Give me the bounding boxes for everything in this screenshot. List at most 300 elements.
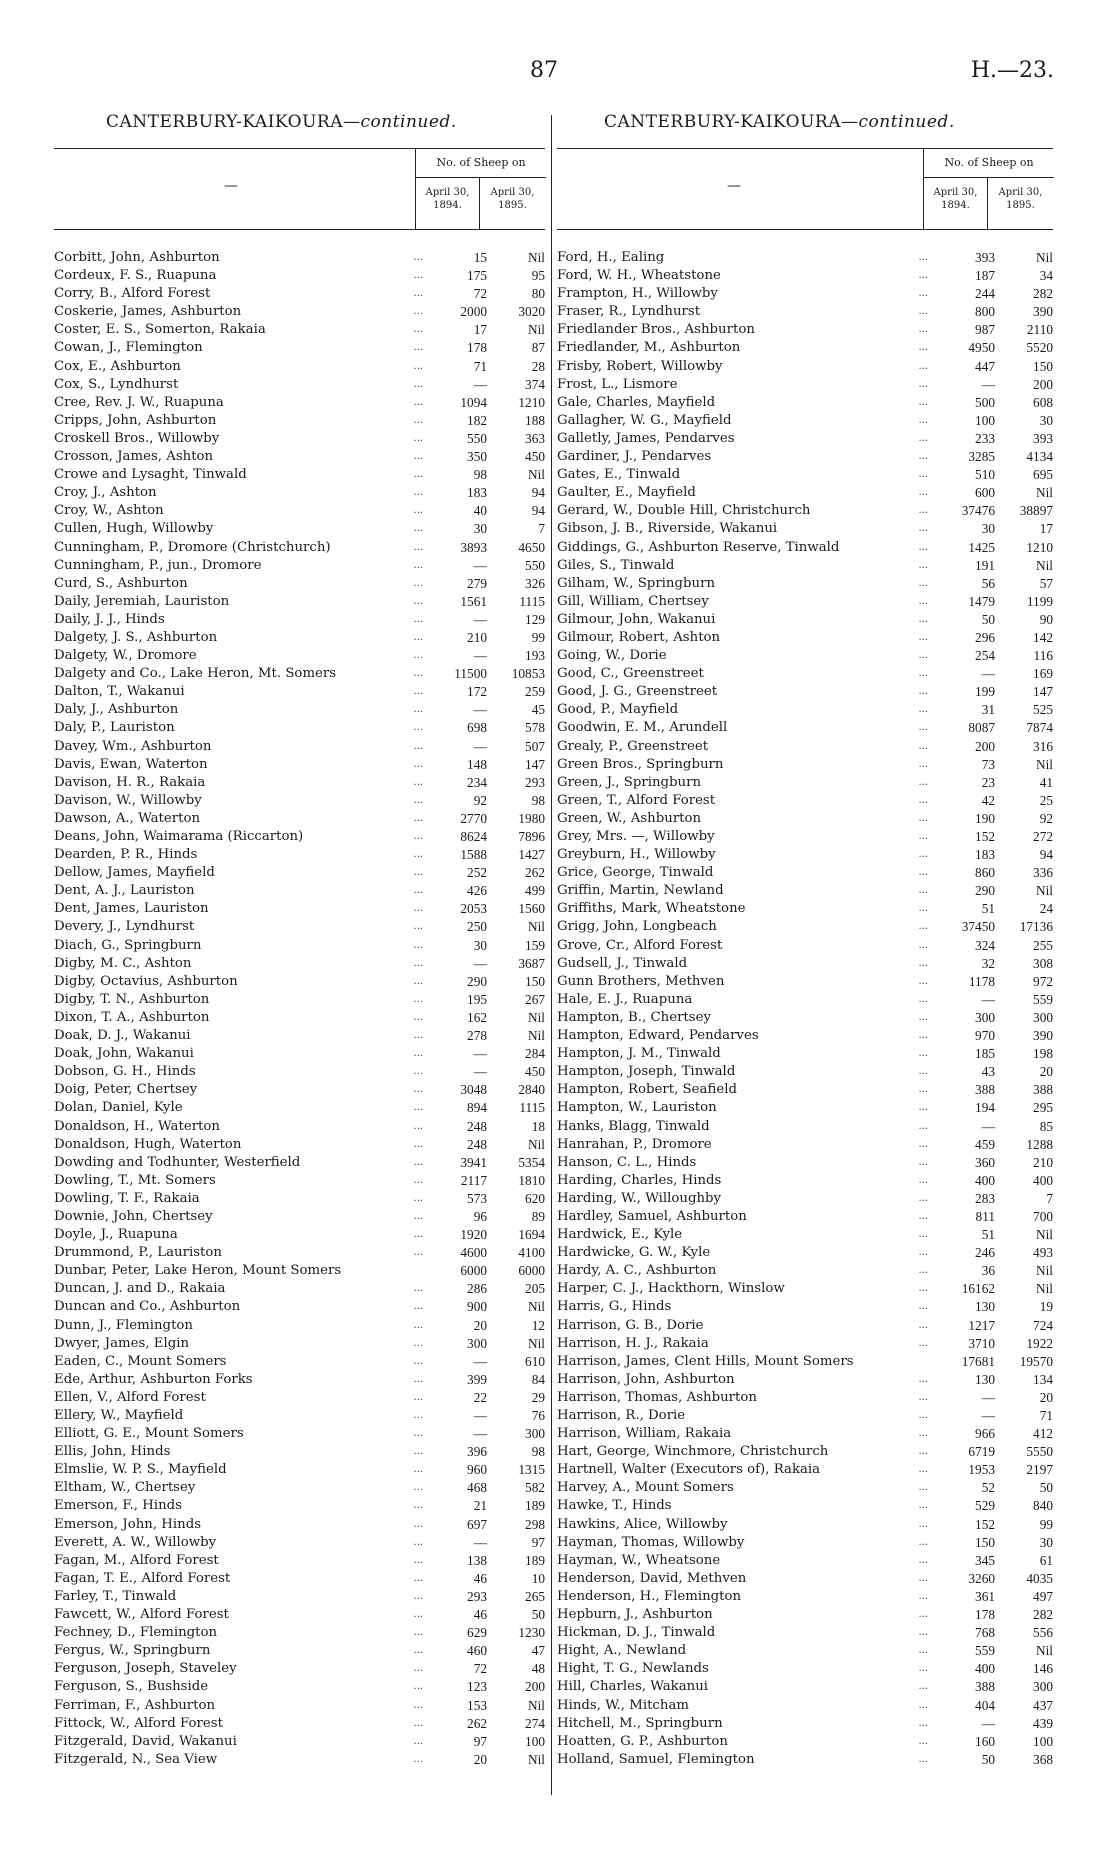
sheep-1895: 437 bbox=[1033, 1697, 1053, 1713]
sheep-1895: 41 bbox=[1039, 774, 1053, 790]
sheep-1894: — bbox=[981, 1118, 995, 1134]
sheep-1894: 3048 bbox=[460, 1082, 487, 1098]
sheep-1894: 559 bbox=[975, 1643, 995, 1659]
leader-dots: ... bbox=[413, 1446, 423, 1458]
sheep-1894: 123 bbox=[467, 1679, 487, 1695]
leader-dots: ... bbox=[918, 776, 928, 788]
leader-dots: ... bbox=[413, 939, 423, 951]
leader-dots: ... bbox=[918, 903, 928, 915]
leader-dots: ... bbox=[918, 360, 928, 372]
leader-dots: ... bbox=[918, 1265, 928, 1277]
table-row bbox=[54, 1136, 545, 1154]
sheep-1894: 191 bbox=[975, 557, 995, 573]
sheep-1894: 894 bbox=[467, 1100, 487, 1116]
sheep-1895: 150 bbox=[1033, 358, 1053, 374]
sheep-1895: 400 bbox=[1033, 1172, 1053, 1188]
owner-name: Harrison, Thomas, Ashburton bbox=[557, 1389, 757, 1405]
sheep-1895: 2110 bbox=[1026, 322, 1053, 338]
right-name-column-header: — bbox=[727, 178, 741, 194]
owner-name: Cripps, John, Ashburton bbox=[54, 412, 217, 428]
table-row bbox=[54, 412, 545, 430]
sheep-1895: 84 bbox=[531, 1371, 545, 1387]
owner-name: Gunn Brothers, Methven bbox=[557, 973, 725, 989]
leader-dots: ... bbox=[918, 1048, 928, 1060]
leader-dots: ... bbox=[918, 1174, 928, 1186]
leader-dots: ... bbox=[413, 1410, 423, 1421]
table-row bbox=[54, 1660, 545, 1678]
sheep-1895: 24 bbox=[1039, 901, 1053, 917]
owner-name: Hawke, T., Hinds bbox=[557, 1498, 672, 1514]
owner-name: Davey, Wm., Ashburton bbox=[54, 738, 212, 754]
owner-name: Davis, Ewan, Waterton bbox=[54, 756, 208, 772]
sheep-1894: 200 bbox=[975, 738, 995, 754]
sheep-1894: 286 bbox=[467, 1281, 487, 1297]
leader-dots: ... bbox=[918, 758, 928, 770]
leader-dots: ... bbox=[413, 975, 423, 987]
table-row bbox=[557, 557, 1053, 575]
leader-dots: ... bbox=[918, 1373, 928, 1385]
sheep-1894: 2000 bbox=[460, 304, 487, 320]
owner-name: Coster, E. S., Somerton, Rakaia bbox=[54, 322, 266, 338]
owner-name: Dixon, T. A., Ashburton bbox=[54, 1009, 210, 1025]
owner-name: Good, C., Greenstreet bbox=[557, 666, 704, 682]
sheep-1895: 1230 bbox=[518, 1625, 545, 1641]
leader-dots: ... bbox=[413, 1102, 423, 1114]
leader-dots: ... bbox=[918, 1663, 928, 1675]
owner-name: Hampton, W., Lauriston bbox=[557, 1100, 717, 1116]
table-row bbox=[54, 1570, 545, 1588]
leader-dots: ... bbox=[413, 993, 423, 1005]
sheep-1894: 3710 bbox=[968, 1335, 995, 1351]
sheep-1895: 210 bbox=[1033, 1154, 1053, 1170]
sheep-1895: 284 bbox=[525, 1046, 545, 1062]
leader-dots: ... bbox=[918, 1410, 928, 1421]
owner-name: Harding, W., Willoughby bbox=[557, 1190, 722, 1206]
table-row bbox=[54, 1697, 545, 1715]
owner-name: Fagan, T. E., Alford Forest bbox=[54, 1570, 231, 1586]
sheep-1894: 345 bbox=[975, 1552, 995, 1568]
table-row bbox=[54, 1642, 545, 1660]
sheep-1894: 529 bbox=[975, 1498, 995, 1514]
sheep-1894: — bbox=[473, 648, 487, 664]
table-row bbox=[557, 1371, 1053, 1389]
sheep-1895: 582 bbox=[525, 1480, 545, 1496]
owner-name: Fraser, R., Lyndhurst bbox=[557, 304, 701, 320]
table-row bbox=[557, 828, 1053, 846]
sheep-1895: Nil bbox=[1036, 1643, 1053, 1659]
owner-name: Corbitt, John, Ashburton bbox=[54, 250, 220, 265]
sheep-1895: 95 bbox=[531, 268, 545, 284]
sheep-1894: 233 bbox=[975, 430, 995, 446]
sheep-1895: 262 bbox=[525, 865, 545, 881]
owner-name: Dowling, T. F., Rakaia bbox=[54, 1190, 200, 1206]
table-row bbox=[557, 412, 1053, 430]
owner-name: Hight, A., Newland bbox=[557, 1643, 687, 1659]
table-row bbox=[557, 466, 1053, 484]
sheep-1894: 182 bbox=[467, 412, 487, 428]
sheep-1894: — bbox=[473, 1534, 487, 1550]
sheep-1894: 1178 bbox=[968, 973, 995, 989]
sheep-1894: 4950 bbox=[968, 340, 995, 356]
sheep-1895: 497 bbox=[1033, 1588, 1053, 1604]
sheep-1894: — bbox=[473, 611, 487, 627]
sheep-1894: 248 bbox=[467, 1136, 487, 1152]
table-row bbox=[557, 647, 1053, 665]
table-row bbox=[54, 918, 545, 936]
sheep-1895: 255 bbox=[1033, 937, 1053, 953]
leader-dots: ... bbox=[413, 252, 423, 263]
leader-dots: ... bbox=[413, 1030, 423, 1042]
owner-name: Friedlander, M., Ashburton bbox=[557, 340, 741, 356]
sheep-1895: 267 bbox=[525, 991, 545, 1007]
sheep-1895: 7874 bbox=[1026, 720, 1053, 736]
sheep-1895: 293 bbox=[525, 774, 545, 790]
sheep-1895: 19570 bbox=[1019, 1353, 1053, 1369]
sheep-1894: 1217 bbox=[968, 1317, 995, 1333]
sheep-1895: 20 bbox=[1039, 1064, 1053, 1080]
table-row bbox=[54, 1009, 545, 1027]
owner-name: Hinds, W., Mitcham bbox=[557, 1697, 689, 1713]
leader-dots: ... bbox=[413, 740, 423, 752]
sheep-1895: 450 bbox=[525, 449, 545, 465]
sheep-1894: 460 bbox=[467, 1643, 487, 1659]
owner-name: Eltham, W., Chertsey bbox=[54, 1480, 196, 1496]
sheep-1894: 194 bbox=[975, 1100, 995, 1116]
sheep-1894: 900 bbox=[467, 1299, 487, 1315]
sheep-1894: 393 bbox=[975, 250, 995, 265]
leader-dots: ... bbox=[918, 1627, 928, 1639]
sheep-1895: Nil bbox=[528, 1299, 545, 1315]
sheep-1895: 3687 bbox=[518, 955, 545, 971]
sheep-1894: 360 bbox=[975, 1154, 995, 1170]
leader-dots: ... bbox=[918, 849, 928, 861]
owner-name: Harrison, James, Clent Hills, Mount Somers bbox=[557, 1353, 854, 1369]
owner-name: Harrison, G. B., Dorie bbox=[557, 1317, 704, 1333]
sheep-1894: 31 bbox=[981, 702, 995, 718]
owner-name: Fergus, W., Springburn bbox=[54, 1643, 211, 1659]
sheep-1894: 150 bbox=[975, 1534, 995, 1550]
owner-name: Daly, P., Lauriston bbox=[54, 720, 175, 736]
sheep-1894: 178 bbox=[975, 1607, 995, 1623]
owner-name: Ford, H., Ealing bbox=[557, 250, 665, 265]
sheep-1894: 50 bbox=[981, 1751, 995, 1767]
table-row bbox=[557, 1063, 1053, 1081]
sheep-1895: 189 bbox=[525, 1498, 545, 1514]
owner-name: Harvey, A., Mount Somers bbox=[557, 1480, 734, 1496]
leader-dots: ... bbox=[413, 1011, 423, 1023]
table-row bbox=[557, 1244, 1053, 1262]
table-row bbox=[557, 575, 1053, 593]
table-row bbox=[557, 1443, 1053, 1461]
owner-name: Hill, Charles, Wakanui bbox=[557, 1679, 709, 1695]
owner-name: Ferguson, S., Bushside bbox=[54, 1679, 209, 1695]
leader-dots: ... bbox=[413, 885, 423, 897]
leader-dots: ... bbox=[413, 1301, 423, 1313]
sheep-1894: 987 bbox=[975, 322, 995, 338]
sheep-1895: 450 bbox=[525, 1064, 545, 1080]
sheep-1895: 50 bbox=[1039, 1480, 1053, 1496]
owner-name: Gudsell, J., Tinwald bbox=[557, 955, 688, 971]
leader-dots: ... bbox=[413, 1283, 423, 1295]
owner-name: Hampton, Edward, Pendarves bbox=[557, 1028, 759, 1044]
leader-dots: ... bbox=[918, 342, 928, 354]
sheep-1894: 50 bbox=[981, 611, 995, 627]
owner-name: Greyburn, H., Willowby bbox=[557, 847, 716, 863]
sheep-1895: 326 bbox=[525, 575, 545, 591]
sheep-1895: 94 bbox=[531, 503, 545, 519]
leader-dots: ... bbox=[918, 1735, 928, 1747]
sheep-1894: 40 bbox=[473, 503, 487, 519]
document-reference: H.—23. bbox=[970, 58, 1054, 83]
sheep-1895: 316 bbox=[1033, 738, 1053, 754]
sheep-1895: 205 bbox=[525, 1281, 545, 1297]
sheep-1894: 16162 bbox=[961, 1281, 995, 1297]
owner-name: Griffiths, Mark, Wheatstone bbox=[557, 901, 746, 917]
sheep-1894: 426 bbox=[467, 883, 487, 899]
table-row bbox=[54, 1045, 545, 1063]
leader-dots: ... bbox=[918, 704, 928, 716]
table-row bbox=[557, 448, 1053, 466]
owner-name: Hale, E. J., Ruapuna bbox=[557, 991, 693, 1007]
table-row bbox=[557, 1226, 1053, 1244]
sheep-1894: 46 bbox=[473, 1607, 487, 1623]
sheep-1895: 90 bbox=[1039, 611, 1053, 627]
leader-dots: ... bbox=[918, 1319, 928, 1331]
owner-name: Green, W., Ashburton bbox=[557, 810, 702, 826]
owner-name: Grey, Mrs. —, Willowby bbox=[557, 829, 715, 844]
sheep-1895: Nil bbox=[528, 1697, 545, 1713]
sheep-1895: 147 bbox=[1033, 684, 1053, 700]
sheep-1894: 3941 bbox=[460, 1154, 487, 1170]
leader-dots: ... bbox=[918, 505, 928, 517]
table-row bbox=[557, 629, 1053, 647]
sheep-1894: — bbox=[981, 1408, 995, 1423]
owner-name: Fawcett, W., Alford Forest bbox=[54, 1607, 229, 1623]
leader-dots: ... bbox=[918, 1301, 928, 1313]
sheep-1895: 76 bbox=[531, 1408, 545, 1423]
owner-name: Harper, C. J., Hackthorn, Winslow bbox=[557, 1281, 785, 1297]
table-row bbox=[54, 629, 545, 647]
sheep-1895: 493 bbox=[1033, 1245, 1053, 1261]
owner-name: Dunbar, Peter, Lake Heron, Mount Somers bbox=[54, 1263, 342, 1279]
leader-dots: ... bbox=[413, 1210, 423, 1222]
table-row bbox=[557, 955, 1053, 973]
sheep-1894: — bbox=[981, 1389, 995, 1405]
leader-dots: ... bbox=[918, 1446, 928, 1458]
sheep-1894: 36 bbox=[981, 1263, 995, 1279]
table-row bbox=[54, 321, 545, 339]
table-row bbox=[557, 339, 1053, 357]
leader-dots: ... bbox=[918, 487, 928, 499]
table-row bbox=[557, 1208, 1053, 1226]
sheep-1894: 130 bbox=[975, 1299, 995, 1315]
leader-dots: ... bbox=[918, 631, 928, 643]
sheep-1895: 17 bbox=[1039, 521, 1053, 537]
table-row bbox=[54, 1552, 545, 1570]
right-table bbox=[557, 148, 1053, 1769]
leader-dots: ... bbox=[918, 1247, 928, 1259]
table-row bbox=[54, 448, 545, 466]
owner-name: Griffin, Martin, Newland bbox=[557, 883, 724, 899]
sheep-1895: 100 bbox=[525, 1733, 545, 1749]
leader-dots: ... bbox=[918, 1681, 928, 1693]
sheep-1894: — bbox=[473, 1408, 487, 1423]
table-row bbox=[54, 1425, 545, 1443]
sheep-1894: 324 bbox=[975, 937, 995, 953]
table-row bbox=[54, 557, 545, 575]
sheep-1894: — bbox=[473, 1064, 487, 1080]
sheep-1895: 308 bbox=[1033, 955, 1053, 971]
sheep-1895: 5520 bbox=[1026, 340, 1053, 356]
owner-name: Harris, G., Hinds bbox=[557, 1299, 672, 1315]
leader-dots: ... bbox=[413, 396, 423, 408]
owner-name: Cordeux, F. S., Ruapuna bbox=[54, 268, 217, 284]
sheep-1895: 5354 bbox=[518, 1154, 545, 1170]
table-row bbox=[557, 1154, 1053, 1172]
table-row bbox=[54, 1588, 545, 1606]
sheep-1895: Nil bbox=[1036, 557, 1053, 573]
leader-dots: ... bbox=[413, 1355, 423, 1367]
sheep-1894: 396 bbox=[467, 1444, 487, 1460]
table-row bbox=[54, 502, 545, 520]
leader-dots: ... bbox=[413, 1391, 423, 1403]
leader-dots: ... bbox=[918, 1500, 928, 1512]
owner-name: Friedlander Bros., Ashburton bbox=[557, 322, 755, 338]
left-header-1895: April 30, 1895. bbox=[479, 178, 545, 229]
owner-name: Grove, Cr., Alford Forest bbox=[557, 937, 723, 953]
table-row bbox=[557, 1298, 1053, 1316]
table-row bbox=[54, 1751, 545, 1769]
table-row bbox=[54, 937, 545, 955]
sheep-1894: 46 bbox=[473, 1570, 487, 1586]
sheep-1895: 1922 bbox=[1026, 1335, 1053, 1351]
sheep-1894: 234 bbox=[467, 774, 487, 790]
owner-name: Eaden, C., Mount Somers bbox=[54, 1353, 227, 1369]
table-row bbox=[557, 991, 1053, 1009]
sheep-1894: 210 bbox=[467, 629, 487, 645]
sheep-1895: 3020 bbox=[518, 304, 545, 320]
table-row bbox=[557, 1715, 1053, 1733]
sheep-1894: 388 bbox=[975, 1082, 995, 1098]
table-row bbox=[557, 937, 1053, 955]
table-row bbox=[54, 1081, 545, 1099]
sheep-1894: — bbox=[981, 1715, 995, 1731]
owner-name: Hayman, Thomas, Willowby bbox=[557, 1534, 745, 1550]
sheep-1895: 100 bbox=[1033, 1733, 1053, 1749]
table-row bbox=[557, 918, 1053, 936]
leader-dots: ... bbox=[413, 1735, 423, 1747]
table-row bbox=[557, 1733, 1053, 1751]
owner-name: Doig, Peter, Chertsey bbox=[54, 1082, 198, 1098]
table-row bbox=[54, 1298, 545, 1316]
leader-dots: ... bbox=[413, 1518, 423, 1530]
owner-name: Dent, A. J., Lauriston bbox=[54, 883, 195, 899]
leader-dots: ... bbox=[413, 1572, 423, 1584]
sheep-1895: 18 bbox=[531, 1118, 545, 1134]
owner-name: Dalgety and Co., Lake Heron, Mt. Somers bbox=[54, 666, 337, 682]
sheep-1894: 262 bbox=[467, 1715, 487, 1731]
owner-name: Green, T., Alford Forest bbox=[557, 792, 716, 808]
table-row bbox=[54, 611, 545, 629]
leader-dots: ... bbox=[918, 559, 928, 571]
leader-dots: ... bbox=[413, 1174, 423, 1186]
owner-name: Giddings, G., Ashburton Reserve, Tinwald bbox=[557, 539, 840, 555]
owner-name: Hanson, C. L., Hinds bbox=[557, 1154, 697, 1170]
right-sheep-group-header: No. of Sheep on bbox=[923, 149, 1054, 178]
sheep-1894: 100 bbox=[975, 412, 995, 428]
sheep-1895: 972 bbox=[1033, 973, 1053, 989]
sheep-1894: 175 bbox=[467, 268, 487, 284]
owner-name: Donaldson, H., Waterton bbox=[54, 1118, 220, 1134]
leader-dots: ... bbox=[918, 975, 928, 987]
sheep-1894: 698 bbox=[467, 720, 487, 736]
owner-name: Hoatten, G. P., Ashburton bbox=[557, 1733, 728, 1749]
sheep-1894: 187 bbox=[975, 268, 995, 284]
sheep-1895: 724 bbox=[1033, 1317, 1053, 1333]
sheep-1894: 1953 bbox=[968, 1462, 995, 1478]
leader-dots: ... bbox=[413, 523, 423, 535]
sheep-1894: 290 bbox=[467, 973, 487, 989]
owner-name: Duncan and Co., Ashburton bbox=[54, 1299, 241, 1315]
table-row bbox=[54, 756, 545, 774]
leader-dots: ... bbox=[413, 1337, 423, 1349]
leader-dots: ... bbox=[918, 1156, 928, 1168]
sheep-1894: 153 bbox=[467, 1697, 487, 1713]
sheep-1894: 1561 bbox=[460, 593, 487, 609]
sheep-1894: 399 bbox=[467, 1371, 487, 1387]
leader-dots: ... bbox=[918, 1192, 928, 1204]
table-row bbox=[54, 285, 545, 303]
table-row bbox=[54, 249, 545, 267]
owner-name: Cullen, Hugh, Willowby bbox=[54, 521, 214, 537]
sheep-1894: 30 bbox=[981, 521, 995, 537]
sheep-1895: 94 bbox=[1039, 847, 1053, 863]
sheep-1894: — bbox=[981, 666, 995, 682]
table-row bbox=[54, 593, 545, 611]
leader-dots: ... bbox=[413, 559, 423, 571]
sheep-1895: 295 bbox=[1033, 1100, 1053, 1116]
table-row bbox=[557, 701, 1053, 719]
table-row bbox=[557, 1009, 1053, 1027]
leader-dots bbox=[900, 1353, 928, 1371]
sheep-1895: 1427 bbox=[518, 847, 545, 863]
leader-dots: ... bbox=[413, 794, 423, 806]
sheep-1894: 1094 bbox=[460, 394, 487, 410]
sheep-1895: 30 bbox=[1039, 412, 1053, 428]
sheep-1895: 608 bbox=[1033, 394, 1053, 410]
leader-dots: ... bbox=[413, 776, 423, 788]
table-row bbox=[557, 665, 1053, 683]
sheep-1895: 7896 bbox=[518, 829, 545, 844]
sheep-1895: 20 bbox=[1039, 1389, 1053, 1405]
table-row bbox=[557, 285, 1053, 303]
sheep-1895: 1694 bbox=[518, 1227, 545, 1243]
owner-name: Hampton, B., Chertsey bbox=[557, 1009, 711, 1025]
table-row bbox=[557, 1262, 1053, 1280]
leader-dots: ... bbox=[918, 831, 928, 842]
owner-name: Dearden, P. R., Hinds bbox=[54, 847, 198, 863]
leader-dots: ... bbox=[918, 1066, 928, 1078]
owner-name: Digby, Octavius, Ashburton bbox=[54, 973, 238, 989]
table-row bbox=[54, 1389, 545, 1407]
leader-dots: ... bbox=[413, 1645, 423, 1657]
leader-dots: ... bbox=[918, 1120, 928, 1132]
table-row bbox=[557, 484, 1053, 502]
owner-name: Fechney, D., Flemington bbox=[54, 1625, 218, 1641]
owner-name: Coskerie, James, Ashburton bbox=[54, 304, 242, 320]
sheep-1895: 265 bbox=[525, 1588, 545, 1604]
table-row bbox=[54, 1190, 545, 1208]
